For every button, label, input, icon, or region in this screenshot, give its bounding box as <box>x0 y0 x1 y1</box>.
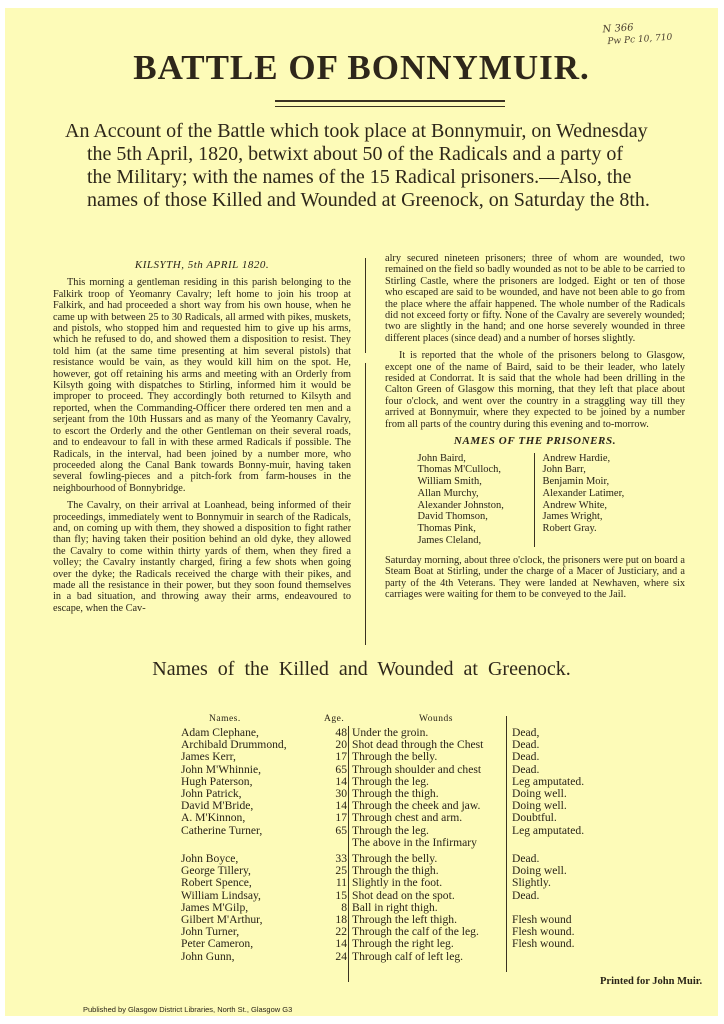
casualty-status: Slightly. <box>512 876 551 890</box>
prisoner-name: Thomas M'Culloch, <box>417 464 502 476</box>
casualty-age: 14 <box>335 799 347 813</box>
casualty-name: William Lindsay, <box>181 888 261 902</box>
subtitle-line: the 5th April, 1820, betwixt about 50 of the Radicals and a party of <box>87 143 623 165</box>
casualty-status: Leg amputated. <box>512 823 585 837</box>
casualty-wound: Through chest and arm. <box>352 811 463 825</box>
casualty-name: Peter Cameron, <box>181 937 254 951</box>
casualty-status: Dead. <box>512 852 540 865</box>
article-paragraph: The Cavalry, on their arrival at Loanhead, being informed of their proceedings, immediately went to Bonnymuir in search of the Radicals, and, on coming up with them, they showed a disposition to fight rather than fly; having taken their position behind an old dyke, they allowed the Cavalry to come within thirty yards of them, when they fired a volley; the Cavalry instantly charged, firing a few shots when going over the dyke; the Radicals received the charge with their pikes, and made all the resistance in their power, but they soon found themselves in a bad situation, and throwing away their arms, endeavoured to escape, when the Cav- <box>53 500 351 614</box>
casualty-age: 14 <box>335 937 347 951</box>
subtitle-line: the Military; with the names of the 15 Radical prisoners.—Also, the <box>87 166 632 188</box>
prisoner-name: Andrew Hardie, <box>542 452 611 464</box>
casualty-wound: Shot dead on the spot. <box>352 888 455 902</box>
title-rule <box>275 100 505 107</box>
annotation-line-1: N 366 <box>602 22 634 36</box>
prisoner-name: John Baird, <box>417 452 466 464</box>
casualty-wound: Through the thigh. <box>352 864 439 878</box>
document-page <box>5 8 718 1016</box>
casualty-wound: Through the calf of the leg. <box>352 925 479 939</box>
prisoner-name: John Barr, <box>542 464 586 476</box>
casualty-status: Flesh wound. <box>512 937 575 951</box>
casualty-name: James Kerr, <box>181 750 236 764</box>
prisoner-name: Robert Gray. <box>542 523 597 535</box>
casualty-age: 15 <box>335 888 347 902</box>
casualty-status: Dead. <box>512 738 540 752</box>
casualty-age: 65 <box>335 762 347 776</box>
prisoners-list <box>385 453 685 547</box>
casualty-age: 30 <box>335 787 347 800</box>
subtitle-line: An Account of the Battle which took place at Bonnymuir, on Wednesday <box>65 120 648 142</box>
subtitle <box>65 120 705 212</box>
prisoner-name: Thomas Pink, <box>417 523 476 535</box>
casualty-name: John Gunn, <box>181 949 235 963</box>
prisoners-list-left <box>418 453 535 547</box>
casualty-name: Gilbert M'Arthur, <box>181 913 263 926</box>
casualty-wound: Ball in right thigh. <box>352 900 438 914</box>
handwritten-annotation <box>602 20 672 49</box>
casualty-name: A. M'Kinnon, <box>181 811 246 825</box>
publisher-credit: Published by Glasgow District Libraries, North St., Glasgow G3 <box>83 1005 293 1014</box>
casualty-age: 14 <box>335 774 347 788</box>
prisoner-name: Alexander Johnston, <box>417 499 504 511</box>
dateline: KILSYTH, 5th APRIL 1820. <box>134 259 270 271</box>
prisoner-name: Alexander Latimer, <box>542 487 625 499</box>
casualty-name: Hugh Paterson, <box>181 774 253 788</box>
casualty-age: 17 <box>335 750 347 764</box>
annotation-line-2: Pw Pc 10, 710 <box>607 32 673 48</box>
casualty-age: 24 <box>335 949 347 963</box>
casualty-status: Flesh wound <box>512 913 572 926</box>
casualty-status: Flesh wound. <box>512 925 575 939</box>
casualty-age: 18 <box>335 913 347 926</box>
prisoner-name: Benjamin Moir, <box>542 476 610 488</box>
casualty-name: John Boyce, <box>181 852 239 865</box>
subtitle-line: names of those Killed and Wounded at Greenock, on Saturday the 8th. <box>87 189 650 211</box>
prisoner-name: James Wright, <box>542 511 603 523</box>
article-column-left <box>53 260 351 620</box>
casualty-status: Doing well. <box>512 787 567 800</box>
casualty-wound: Through the belly. <box>352 852 438 865</box>
casualty-status: Dead, <box>512 726 540 739</box>
casualty-name: Catherine Turner, <box>181 823 263 837</box>
casualty-wound: Shot dead through the Chest <box>352 738 484 752</box>
article-column-right <box>385 253 685 607</box>
casualty-wound: Through the right leg. <box>352 937 454 951</box>
casualty-age: 48 <box>335 726 347 739</box>
prisoner-name: James Cleland, <box>417 535 482 547</box>
casualty-wound: Through the cheek and jaw. <box>352 799 481 813</box>
casualty-name: James M'Gilp, <box>181 900 249 914</box>
casualty-wound: Under the groin. <box>352 726 429 739</box>
column-divider <box>365 258 366 353</box>
casualty-name: Archibald Drummond, <box>181 738 287 752</box>
casualty-status: Dead. <box>512 750 540 764</box>
casualty-wound: Through the thigh. <box>352 787 439 800</box>
casualty-age: 33 <box>335 852 347 865</box>
prisoners-list-right <box>535 453 653 547</box>
casualty-status: Doing well. <box>512 799 567 813</box>
casualty-wound: Through calf of left leg. <box>352 949 464 963</box>
casualty-name: John Patrick, <box>181 787 242 800</box>
casualty-wound: Through the belly. <box>352 750 438 764</box>
prisoner-name: Allan Murchy, <box>417 487 479 499</box>
casualty-age: 20 <box>335 738 347 752</box>
casualty-name: David M'Bride, <box>181 799 254 813</box>
casualty-name: George Tillery, <box>181 864 251 878</box>
casualty-status: Dead. <box>512 762 540 776</box>
casualty-name: Robert Spence, <box>181 876 252 890</box>
casualty-wound: Slightly in the foot. <box>352 876 443 890</box>
page-title: BATTLE OF BONNYMUIR. <box>133 48 590 87</box>
column-divider <box>365 363 366 645</box>
casualty-wound: Through the leg. <box>352 774 429 788</box>
greenock-heading: Names of the Killed and Wounded at Greenock. <box>152 658 571 680</box>
casualty-status: Doing well. <box>512 864 567 878</box>
casualty-wound: Through the left thigh. <box>352 913 457 926</box>
casualty-name: John Turner, <box>181 925 240 939</box>
prisoner-name: William Smith, <box>417 476 482 488</box>
article-paragraph: It is reported that the whole of the prisoners belong to Glasgow, except one of the name of Baird, said to be their leader, who lately resided at Condorrat. It is said that the whole had been drilling in the Calton Green of Glasgow this morning, that they left that place about four o'clock, and went over the country in a straggling way till they arrived at Bonnymuir, where they expected to be joined by a number from all parts of the country during this evening and to-morrow. <box>385 350 685 430</box>
casualty-name: Adam Clephane, <box>181 726 259 739</box>
printer-credit: Printed for John Muir. <box>600 976 703 987</box>
casualty-status: Dead. <box>512 888 540 902</box>
article-paragraph: alry secured nineteen prisoners; three of whom are wounded, two remained on the field so badly wounded as not to be able to be carried to Stirling Castle, where the prisoners are lodged. Eight or ten of those who escaped are said to be wounded, and have not been able to go from the place where the affair happened. The whole number of the Radicals did not exceed forty or fifty. None of the Cavalry are severely wounded; two are slightly in the hand; and one horse severely wounded in three different places (since dead) and a number of horses slightly. <box>385 253 685 344</box>
prisoners-heading: NAMES OF THE PRISONERS. <box>453 435 617 448</box>
casualty-wound: Through shoulder and chest <box>352 762 482 776</box>
infirmary-note: The above in the Infirmary <box>352 835 477 849</box>
casualty-age: 8 <box>341 900 347 914</box>
prisoner-name: Andrew White, <box>542 499 608 511</box>
casualty-wound: Through the leg. <box>352 823 429 837</box>
casualty-age: 17 <box>335 811 347 825</box>
casualty-status: Leg amputated. <box>512 774 585 788</box>
casualty-status: Doubtful. <box>512 811 557 825</box>
column-header-names: Names. <box>209 714 241 724</box>
table-divider <box>348 726 349 982</box>
column-header-wounds: Wounds <box>419 714 453 724</box>
casualty-age: 65 <box>335 823 347 837</box>
closing-paragraph: Saturday morning, about three o'clock, the prisoners were put on board a Steam Boat at Stirling, under the charge of a Macer of Justiciary, and a party of the 4th Veterans. They were landed at Newhaven, where six carriages were waiting for them to be conveyed to the Jail. <box>385 554 685 601</box>
column-header-age: Age. <box>324 714 345 724</box>
article-paragraph: This morning a gentleman residing in this parish belonging to the Falkirk troop of Yeomanry Cavalry; left home to join his troop at Falkirk, and had proceeded a short way from his own house, when he came up with between 25 to 30 Radicals, all armed with pikes, muskets, and pistols, who stopped him and requested him to give up his arms, which he refused to do, and showed them a disposition to resist. They told him (at the same time presenting at him several pistols) that resistance would be vain, as they would kill him on the spot. He, however, got off retaining his arms and meeting with an Orderly from Kilsyth going with dispatches to Stirling, informed him it would be improper to proceed. They accordingly both returned to Kilsyth and reported, when the Commanding-Officer there ordered ten men and a serjeant from the 10th Hussars and as many of the Yeomanry Cavalry, to escort the Orderly and the other Gentleman on their several roads, and to endeavour to fall in with these armed Radicals if possible. The Radicals, in the interval, had been joined by a number more, who proceeded along the Canal Bank towards Bonny-muir, having taken several fowling-pieces and a pitch-fork from farm-houses in the neighbourhood of Bonnybridge. <box>53 277 351 494</box>
prisoner-name: David Thomson, <box>417 511 488 523</box>
casualty-age: 11 <box>335 876 347 890</box>
casualty-name: John M'Whinnie, <box>181 762 262 776</box>
casualty-age: 22 <box>335 925 347 939</box>
casualty-age: 25 <box>335 864 347 878</box>
